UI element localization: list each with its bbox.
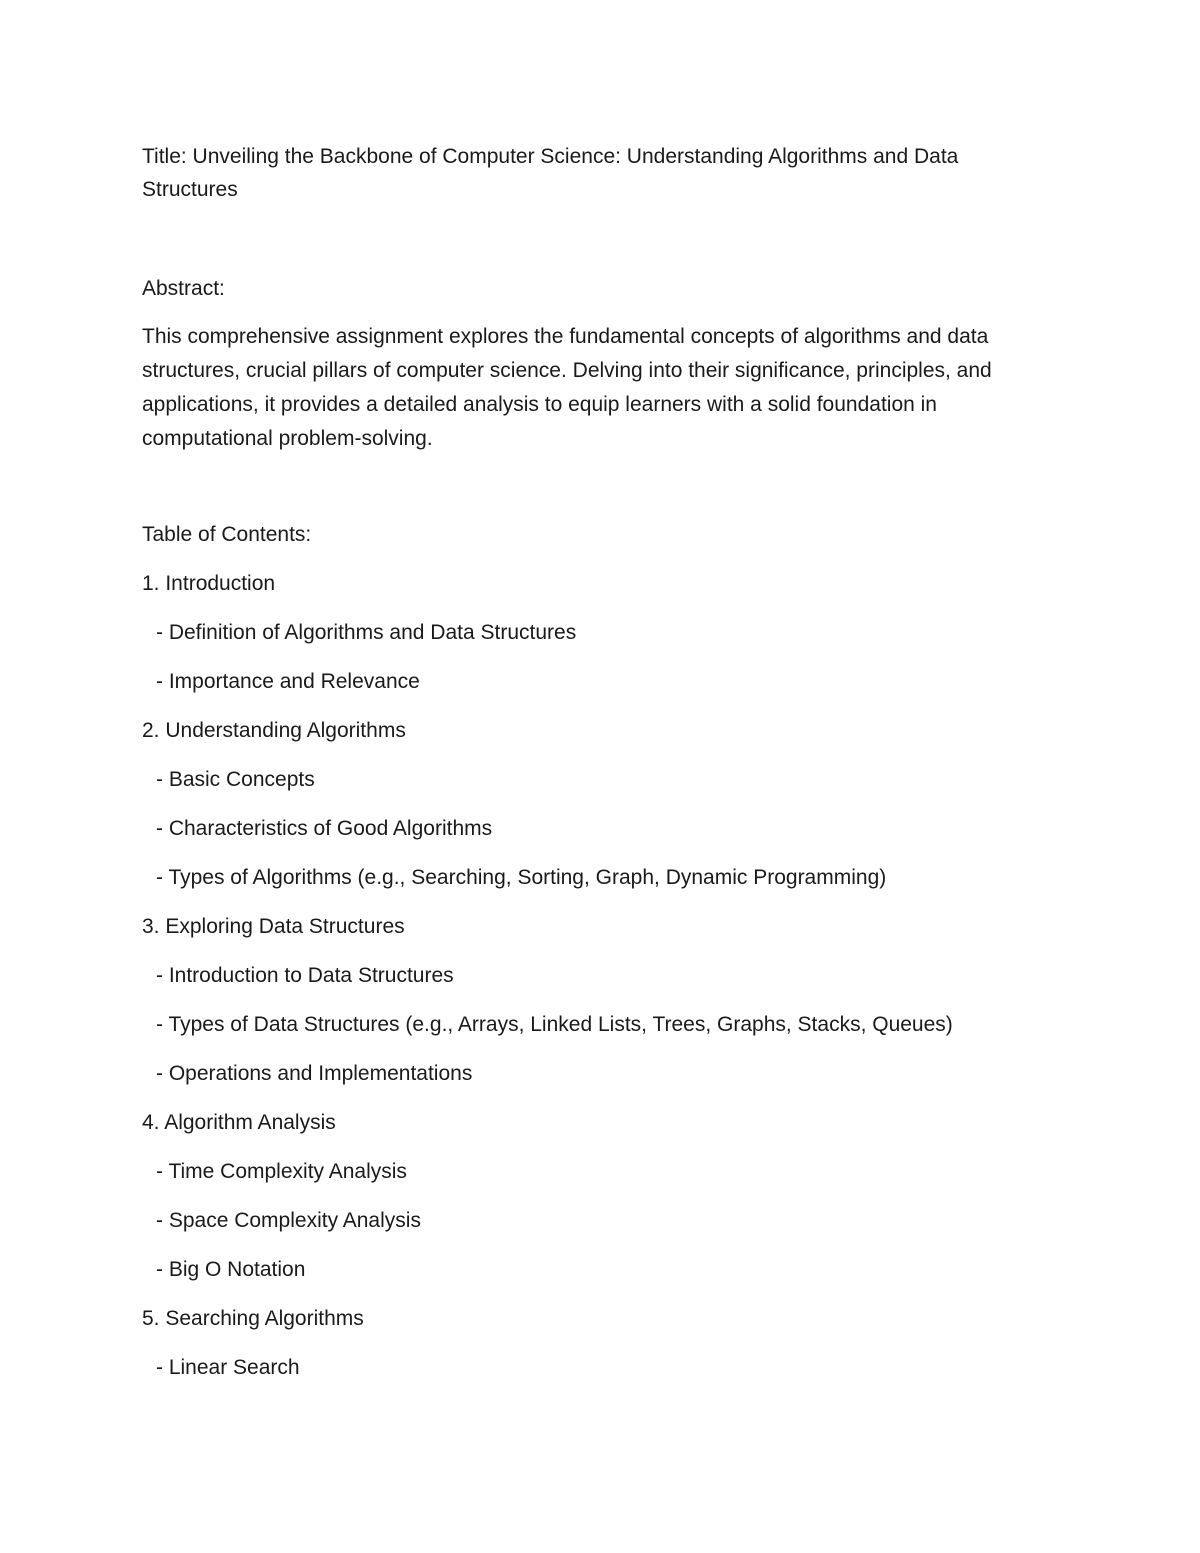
toc-subitem: - Big O Notation <box>156 1258 306 1281</box>
toc-subitem: - Space Complexity Analysis <box>156 1209 421 1232</box>
abstract-heading: Abstract: <box>142 277 225 300</box>
toc-section: 3. Exploring Data Structures <box>142 915 405 938</box>
toc-section: 1. Introduction <box>142 572 276 595</box>
toc-subitem: - Time Complexity Analysis <box>156 1160 407 1183</box>
toc-subitem: - Introduction to Data Structures <box>156 964 454 987</box>
toc-subitem: - Definition of Algorithms and Data Structures <box>156 621 577 644</box>
toc-section: 5. Searching Algorithms <box>142 1307 364 1330</box>
toc-subitem: - Types of Algorithms (e.g., Searching, Sorting, Graph, Dynamic Programming) <box>156 866 887 889</box>
toc-subitem: - Types of Data Structures (e.g., Arrays, Linked Lists, Trees, Graphs, Stacks, Queues) <box>156 1013 953 1036</box>
toc-section: 2. Understanding Algorithms <box>142 719 406 742</box>
document-content <box>142 140 1042 1384</box>
toc-subitem: - Operations and Implementations <box>156 1062 473 1085</box>
toc-subitem: - Importance and Relevance <box>156 670 420 693</box>
document-title: Title: Unveiling the Backbone of Computer Science: Understanding Algorithms and Data Structures <box>142 145 959 201</box>
toc-subitem: - Characteristics of Good Algorithms <box>156 817 493 840</box>
table-of-contents <box>142 567 1042 1384</box>
toc-subitem: - Linear Search <box>156 1356 300 1379</box>
toc-subitem: - Basic Concepts <box>156 768 315 791</box>
abstract-body: This comprehensive assignment explores the fundamental concepts of algorithms and data structures, crucial pillars of computer science. Delving into their significance, principles, and applications, it provides a detailed analysis to equip learners with a solid foundation in computational problem-solving. <box>142 325 992 450</box>
toc-section: 4. Algorithm Analysis <box>142 1111 336 1134</box>
toc-heading: Table of Contents: <box>142 523 312 546</box>
